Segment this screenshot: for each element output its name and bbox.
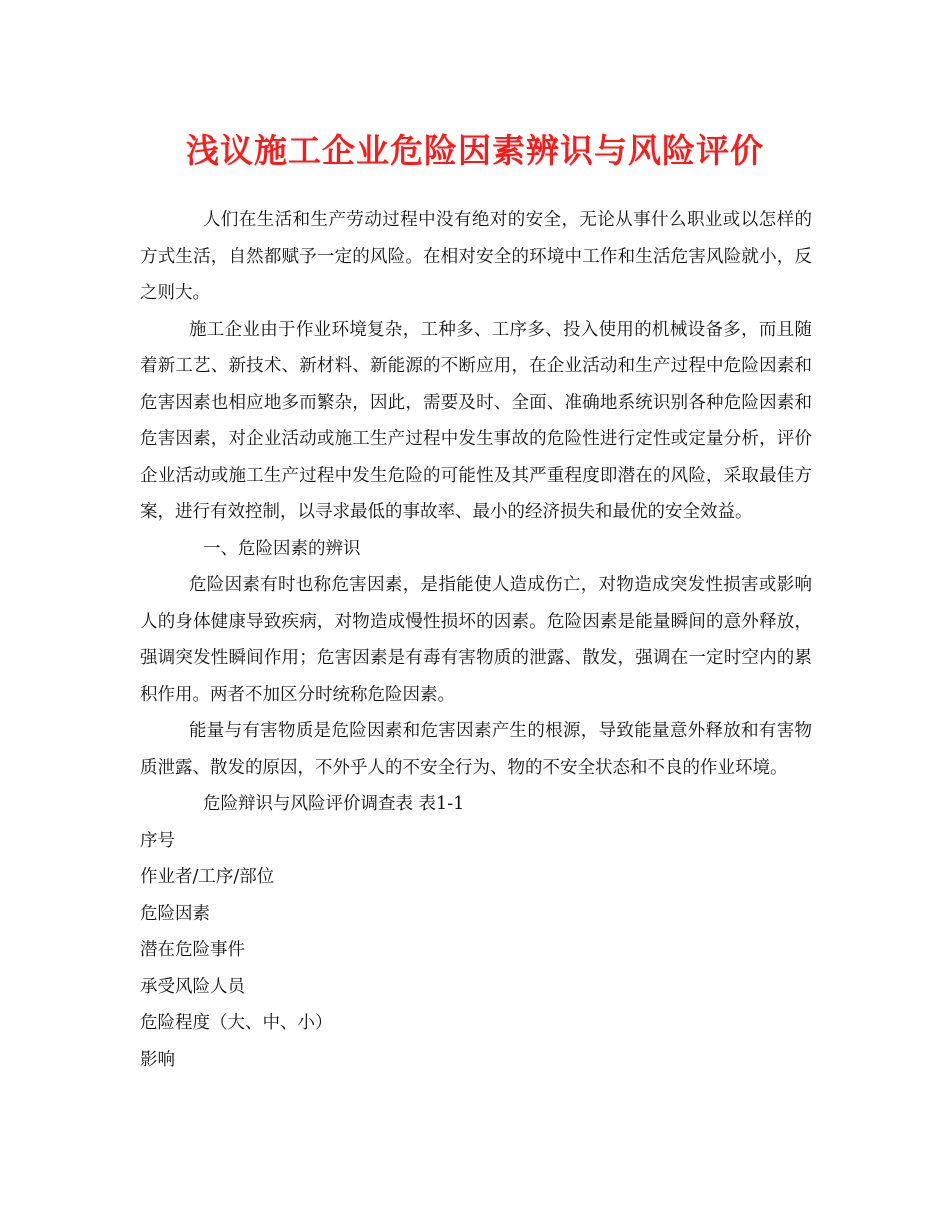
intro-paragraph-2: 施工企业由于作业环境复杂，工种多、工序多、投入使用的机械设备多，而且随着新工艺、新技术、新材料、新能源的不断应用，在企业活动和生产过程中危险因素和危害因素也相应地多而繁杂，因此，需要及时、全面、准确地系统识别各种危险因素和危害因素，对企业活动或施工生产过程中发生事故的危险性进行定性或定量分析，评价企业活动或施工生产过程中发生危险的可能性及其严重程度即潜在的风险，采取最佳方案，进行有效控制，以寻求最低的事故率、最小的经济损失和最优的安全效益。 xyxy=(140,319,812,522)
section-heading-1: 一、危险因素的辨识 xyxy=(203,538,361,559)
section1-paragraph-1: 危险因素有时也称危害因素，是指能使人造成伤亡，对物造成突发性损害或影响人的身体健康导致疾病，对物造成慢性损坏的因素。危险因素是能量瞬间的意外释放，强调突发性瞬间作用；危害因素是有毒有害物质的泄露、散发，强调在一定时空内的累积作用。两者不加区分时统称危险因素。 xyxy=(140,575,812,705)
table-field-potential-event: 潜在危险事件 xyxy=(140,940,245,960)
section1-paragraph-2: 能量与有害物质是危险因素和危害因素产生的根源，导致能量意外释放和有害物质泄露、散发的原因，不外乎人的不安全行为、物的不安全状态和不良的作业环境。 xyxy=(140,721,812,778)
table-caption: 危险辩识与风险评价调查表 表1-1 xyxy=(203,794,465,814)
table-field-exposed-persons: 承受风险人员 xyxy=(140,976,245,997)
table-field-operator: 作业者/工序/部位 xyxy=(140,867,275,887)
document-title: 浅议施工企业危险因素辨识与风险评价 xyxy=(186,131,764,170)
table-field-risk-level: 危险程度（大、中、小） xyxy=(140,1013,333,1033)
table-field-hazard: 危险因素 xyxy=(140,903,210,924)
document-body xyxy=(140,202,812,1078)
intro-paragraph-1: 人们在生活和生产劳动过程中没有绝对的安全，无论从事什么职业或以怎样的方式生活，自然都赋予一定的风险。在相对安全的环境中工作和生活危害风险就小，反之则大。 xyxy=(140,210,812,303)
table-field-index: 序号 xyxy=(140,830,175,851)
table-field-impact: 影响 xyxy=(140,1049,175,1070)
